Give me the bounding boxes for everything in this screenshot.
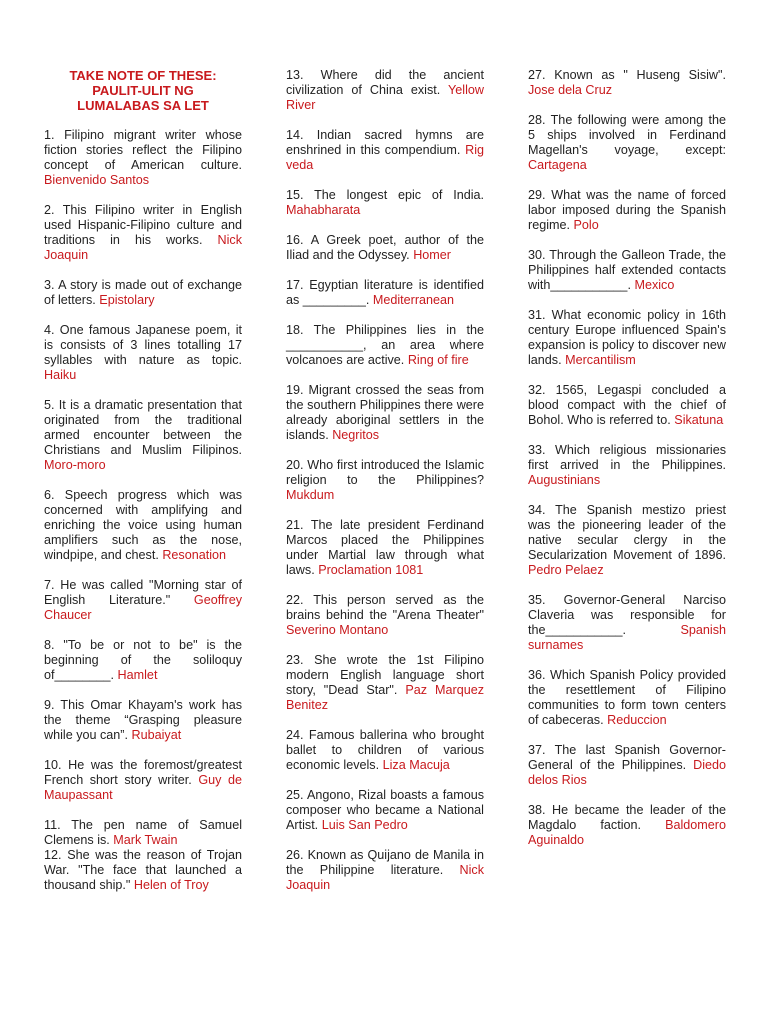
answer: Jose dela Cruz — [528, 83, 612, 97]
question-item: 24. Famous ballerina who brought ballet to children of various economic levels. Liza Macuja — [286, 728, 484, 772]
question-item: 11. The pen name of Samuel Clemens is. Mark Twain — [44, 818, 242, 847]
answer: Mediterranean — [372, 293, 455, 307]
column-3 — [528, 68, 726, 863]
question-item: 5. It is a dramatic presentation that originated from the traditional armed encounter between the Christians and Muslim Filipinos. Moro-moro — [44, 398, 242, 472]
answer: Haiku — [44, 368, 77, 382]
answer: Nick Joaquin — [44, 233, 242, 262]
answer: Baldomero Aguinaldo — [528, 818, 726, 847]
column-2 — [286, 68, 484, 908]
question-item: 33. Which religious missionaries first arrived in the Philippines. Augustinians — [528, 443, 726, 487]
answer: Sikatuna — [674, 413, 724, 427]
question-item: 23. She wrote the 1st Filipino modern English language short story, "Dead Star". Paz Marquez Benitez — [286, 653, 485, 712]
question-item: 21. The late president Ferdinand Marcos placed the Philippines under Martial law through what laws. Proclamation 1081 — [286, 518, 484, 577]
answer: Severino Montano — [286, 623, 389, 637]
question-item: 1. Filipino migrant writer whose fiction stories reflect the Filipino concept of American culture. Bienvenido Santos — [44, 128, 242, 187]
question-item: 14. Indian sacred hymns are enshrined in this compendium. Rig veda — [286, 128, 485, 172]
question-item: 16. A Greek poet, author of the Iliad and the Odyssey. Homer — [286, 233, 484, 262]
question-item: 37. The last Spanish Governor-General of the Philippines. Diedo delos Rios — [528, 743, 726, 787]
answer: Cartagena — [528, 158, 587, 172]
column-1 — [44, 68, 242, 908]
question-item: 20. Who first introduced the Islamic religion to the Philippines? Mukdum — [286, 458, 484, 502]
answer: Ring of fire — [407, 353, 469, 367]
question-item: 19. Migrant crossed the seas from the southern Philippines there were already aboriginal settlers in the islands. Negritos — [286, 383, 484, 442]
answer: Mexico — [634, 278, 675, 292]
answer: Mercantilism — [565, 353, 636, 367]
answer: Spanish surnames — [528, 623, 726, 652]
answer: Nick Joaquin — [286, 863, 484, 892]
title-line: PAULIT-ULIT NG — [92, 83, 194, 98]
question-item: 13. Where did the ancient civilization of China exist. Yellow River — [286, 68, 484, 112]
answer: Yellow River — [286, 83, 484, 112]
question-item: 4. One famous Japanese poem, it is consists of 3 lines totalling 17 syllables with nature as topic. Haiku — [44, 323, 242, 382]
question-item: 27. Known as " Huseng Sisiw". Jose dela Cruz — [528, 68, 726, 97]
question-item: 9. This Omar Khayam's work has the theme “Grasping pleasure while you can”. Rubaiyat — [44, 698, 242, 742]
question-item: 2. This Filipino writer in English used Hispanic-Filipino culture and traditions in his works. Nick Joaquin — [44, 203, 242, 262]
question-item: 22. This person served as the brains behind the "Arena Theater" Severino Montano — [286, 593, 484, 637]
answer: Rig veda — [286, 143, 485, 172]
answer: Reduccion — [607, 713, 667, 727]
question-item: 6. Speech progress which was concerned with amplifying and enriching the voice using human amplifiers such as the nose, windpipe, and chest. Resonation — [44, 488, 242, 562]
question-item: 3. A story is made out of exchange of letters. Epistolary — [44, 278, 242, 307]
answer: Liza Macuja — [382, 758, 450, 772]
question-item: 18. The Philippines lies in the ___________, an area where volcanoes are active. Ring of fire — [286, 323, 484, 367]
page-title — [44, 68, 242, 113]
answer: Mukdum — [286, 488, 335, 502]
answer: Augustinians — [528, 473, 601, 487]
answer: Pedro Pelaez — [528, 563, 604, 577]
answer: Polo — [573, 218, 599, 232]
question-item: 34. The Spanish mestizo priest was the pioneering leader of the native secular clergy in the Secularization Movement of 1896. Pedro Pelaez — [528, 503, 726, 577]
question-item: 28. The following were among the 5 ships involved in Ferdinand Magellan's voyage, except: Cartagena — [528, 113, 726, 172]
answer: Homer — [413, 248, 451, 262]
question-item: 17. Egyptian literature is identified as _________. Mediterranean — [286, 278, 484, 307]
answer: Resonation — [162, 548, 227, 562]
question-item: 29. What was the name of forced labor imposed during the Spanish regime. Polo — [528, 188, 726, 232]
answer: Epistolary — [99, 293, 155, 307]
answer: Bienvenido Santos — [44, 173, 150, 187]
answer: Mahabharata — [286, 203, 361, 217]
question-item: 12. She was the reason of Trojan War. "The face that launched a thousand ship." Helen of Troy — [44, 848, 242, 892]
question-item: 31. What economic policy in 16th century Europe influenced Spain's expansion is policy to discover new lands. Mercantilism — [528, 308, 726, 367]
title-line: TAKE NOTE OF THESE: — [69, 68, 217, 83]
answer: Geoffrey Chaucer — [44, 593, 242, 622]
answer: Paz Marquez Benitez — [286, 683, 485, 712]
question-item: 25. Angono, Rizal boasts a famous composer who became a National Artist. Luis San Pedro — [286, 788, 484, 832]
answer: Luis San Pedro — [321, 818, 408, 832]
question-item: 7. He was called "Morning star of English Literature." Geoffrey Chaucer — [44, 578, 242, 622]
answer: Negritos — [332, 428, 380, 442]
answer: Moro-moro — [44, 458, 106, 472]
answer: Helen of Troy — [133, 878, 209, 892]
question-item: 30. Through the Galleon Trade, the Philippines half extended contacts with___________. Mexico — [528, 248, 726, 292]
answer: Rubaiyat — [131, 728, 182, 742]
answer: Proclamation 1081 — [318, 563, 424, 577]
question-item: 38. He became the leader of the Magdalo faction. Baldomero Aguinaldo — [528, 803, 726, 847]
title-line: LUMALABAS SA LET — [77, 98, 209, 113]
question-item: 15. The longest epic of India. Mahabharata — [286, 188, 484, 217]
answer: Diedo delos Rios — [528, 758, 726, 787]
question-item: 35. Governor-General Narciso Claveria was responsible for the___________. Spanish surnames — [528, 593, 726, 652]
question-item: 10. He was the foremost/greatest French short story writer. Guy de Maupassant — [44, 758, 242, 802]
question-item: 32. 1565, Legaspi concluded a blood compact with the chief of Bohol. Who is referred to. Sikatuna — [528, 383, 726, 427]
answer: Hamlet — [117, 668, 158, 682]
question-item: 8. "To be or not to be" is the beginning of the soliloquy of________. Hamlet — [44, 638, 242, 682]
answer: Mark Twain — [113, 833, 178, 847]
answer: Guy de Maupassant — [44, 773, 242, 802]
question-item: 26. Known as Quijano de Manila in the Philippine literature. Nick Joaquin — [286, 848, 484, 892]
question-item: 36. Which Spanish Policy provided the resettlement of Filipino communities to form town centers of cabeceras. Reduccion — [528, 668, 726, 727]
